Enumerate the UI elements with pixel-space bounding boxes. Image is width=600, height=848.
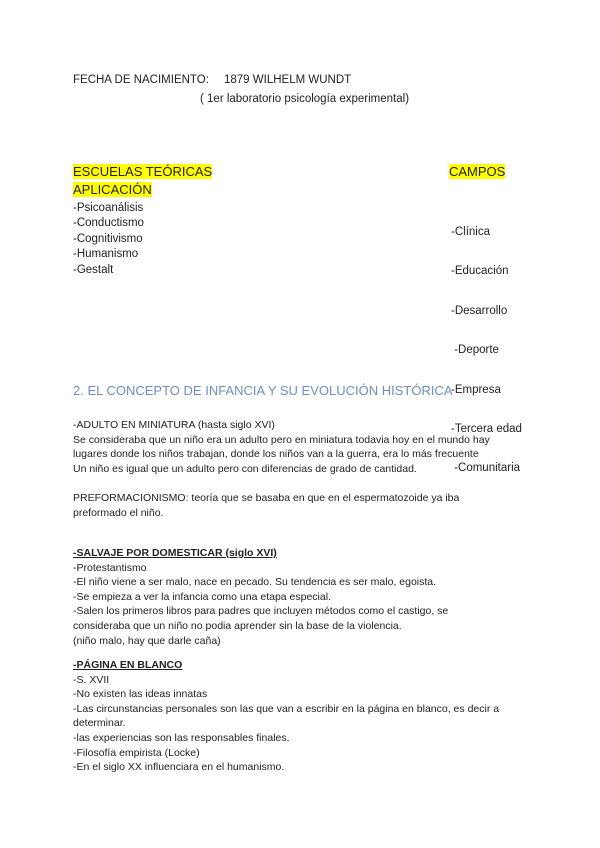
birth-date-value: 1879 WILHELM WUNDT xyxy=(224,74,352,86)
savage-heading: -SALVAJE POR DOMESTICAR (siglo XVI) xyxy=(73,547,277,559)
schools-heading xyxy=(73,164,212,179)
school-item: -Conductismo xyxy=(73,217,144,230)
paragraph-line: determinar. xyxy=(73,717,126,730)
schools-heading-line1: ESCUELAS TEÓRICAS xyxy=(73,164,213,179)
field-item: -Tercera edad xyxy=(451,422,522,435)
blank-page-heading: -PÁGINA EN BLANCO xyxy=(73,659,183,671)
field-item: -Clínica xyxy=(451,226,490,238)
field-item: -Comunitaria xyxy=(451,462,521,475)
savage-block xyxy=(73,546,448,648)
paragraph-line: Un niño es igual que un adulto pero con diferencias de grado de cantidad. xyxy=(73,462,417,475)
paragraph-line: PREFORMACIONISMO: teoría que se basaba en que en el espermatozoide ya iba xyxy=(73,492,460,504)
preformationism-block xyxy=(73,491,459,520)
section-title: 2. EL CONCEPTO DE INFANCIA Y SU EVOLUCIÓN HISTÓRICA xyxy=(73,383,453,398)
school-item: -Gestalt xyxy=(73,263,114,276)
lab-note: ( 1er laboratorio psicología experimental) xyxy=(200,93,410,105)
paragraph-line: lugares donde los niños trabajan, donde los niños van a la guerra, era lo más frecuente xyxy=(73,448,479,461)
paragraph-line: -Filosofía empirista (Locke) xyxy=(73,746,200,759)
field-item: -Educación xyxy=(451,265,509,278)
paragraph-line: -S. XVII xyxy=(73,673,110,686)
paragraph-line: -No existen las ideas innatas xyxy=(73,688,208,701)
schools-list xyxy=(73,201,144,278)
fields-heading xyxy=(449,164,505,179)
paragraph-line: consideraba que un niño no podia aprender sin la base de la violencia. xyxy=(73,619,402,632)
paragraph-line: -El niño viene a ser malo, nace en pecado. Su tendencia es ser malo, egoista. xyxy=(73,576,437,589)
paragraph-line: Se consideraba que un niño era un adulto pero en miniatura todavia hoy en el mundo hay xyxy=(73,433,490,446)
birth-date-label: FECHA DE NACIMIENTO: xyxy=(73,74,209,86)
adult-heading: -ADULTO EN MINIATURA (hasta siglo XVI) xyxy=(73,419,275,431)
school-item: -Psicoanálisis xyxy=(73,202,144,214)
paragraph-line: -Protestantismo xyxy=(73,561,147,574)
paragraph-line: -Se empieza a ver la infancia como una etapa especial. xyxy=(73,590,331,603)
application-heading xyxy=(73,182,152,197)
field-item: -Empresa xyxy=(451,383,501,396)
paragraph-line: -Las circunstancias personales son las que van a escribir en la página en blanco, es decir a xyxy=(73,702,500,715)
adult-miniature-block xyxy=(73,418,490,476)
paragraph-line: preformado el niño. xyxy=(73,506,164,519)
blank-page-block xyxy=(73,658,499,775)
field-item: -Desarrollo xyxy=(451,304,508,317)
school-item: -Humanismo xyxy=(73,248,139,261)
field-item: -Deporte xyxy=(451,344,499,357)
paragraph-line: (niño malo, hay que darle caña) xyxy=(73,634,221,647)
fields-heading-text: CAMPOS xyxy=(449,164,506,179)
paragraph-line: -Salen los primeros libros para padres que incluyen métodos como el castigo, se xyxy=(73,605,449,618)
paragraph-line: -las experiencias son las responsables finales. xyxy=(73,731,290,744)
school-item: -Cognitivismo xyxy=(73,232,143,245)
paragraph-line: -En el siglo XX influenciara en el humanismo. xyxy=(73,761,285,774)
schools-heading-line2: APLICACIÓN xyxy=(73,182,152,197)
